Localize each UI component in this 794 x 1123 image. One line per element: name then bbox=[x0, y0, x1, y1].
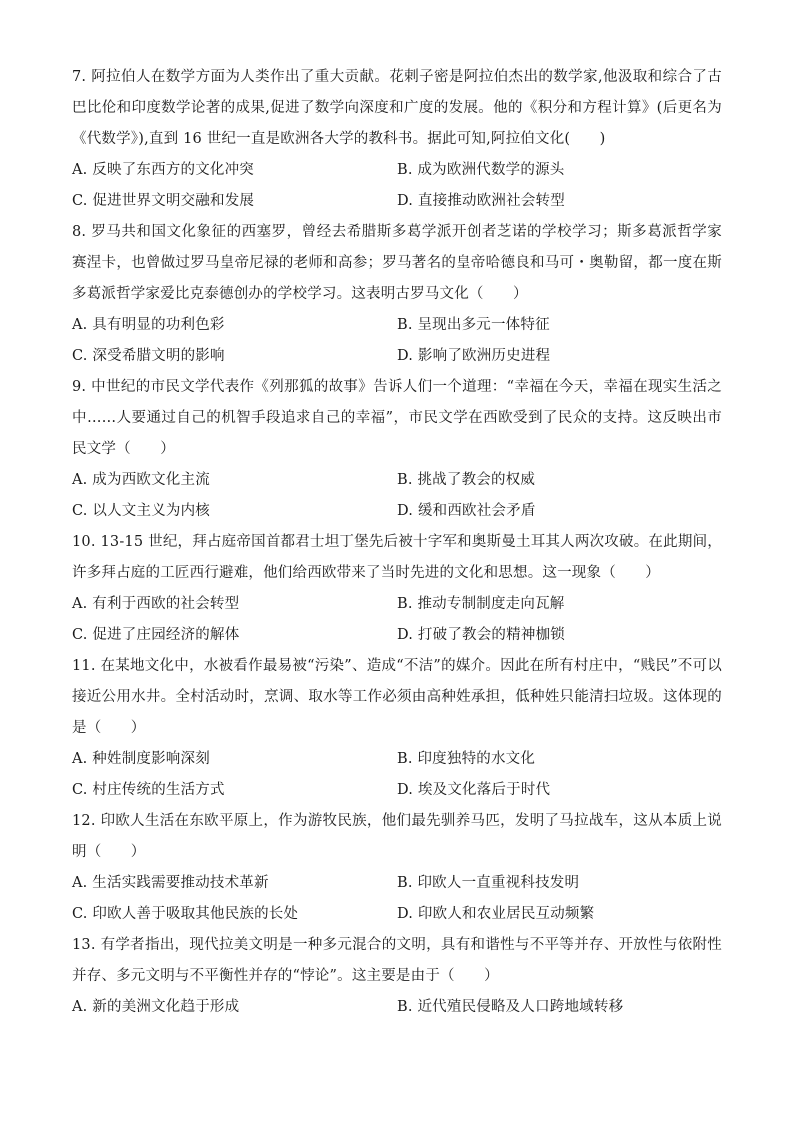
question-stem: 12. 印欧人生活在东欧平原上，作为游牧民族，他们最先驯养马匹，发明了马拉战车，这从本质上说明（ ） bbox=[72, 813, 722, 860]
question-11 bbox=[72, 651, 722, 806]
option-a: A. 生活实践需要推动技术革新 bbox=[72, 875, 269, 891]
question-13 bbox=[72, 930, 722, 1023]
option-a: A. 有利于西欧的社会转型 bbox=[72, 596, 240, 612]
option-a: A. 反映了东西方的文化冲突 bbox=[72, 162, 254, 178]
option-a: A. 种姓制度影响深刻 bbox=[72, 751, 210, 767]
option-c: C. 印欧人善于吸取其他民族的长处 bbox=[72, 906, 299, 922]
option-a: A. 具有明显的功利色彩 bbox=[72, 317, 225, 333]
question-stem: 10. 13-15 世纪，拜占庭帝国首都君士坦丁堡先后被十字军和奥斯曼土耳其人两次攻破。在此期间，许多拜占庭的工匠西行避难，他们给西欧带来了当时先进的文化和思想。这一现象（ ） bbox=[72, 534, 722, 581]
option-c: C. 促进世界文明交融和发展 bbox=[72, 193, 255, 209]
option-b: B. 挑战了教会的权威 bbox=[397, 472, 536, 488]
question-12 bbox=[72, 806, 722, 930]
option-a: A. 成为西欧文化主流 bbox=[72, 472, 210, 488]
option-group bbox=[72, 744, 722, 806]
option-d: D. 缓和西欧社会矛盾 bbox=[397, 503, 536, 519]
question-stem: 11. 在某地文化中，水被看作最易被“污染”、造成“不洁”的媒介。因此在所有村庄中，“贱民”不可以接近公用水井。全村活动时，烹调、取水等工作必须由高种姓承担，低种姓只能清扫垃圾。这体现的是（ ） bbox=[72, 658, 722, 736]
option-b: B. 推动专制制度走向瓦解 bbox=[397, 596, 565, 612]
question-list bbox=[72, 62, 722, 1023]
question-9 bbox=[72, 372, 722, 527]
option-d: D. 直接推动欧洲社会转型 bbox=[397, 193, 565, 209]
question-8 bbox=[72, 217, 722, 372]
question-stem: 8. 罗马共和国文化象征的西塞罗，曾经去希腊斯多葛学派开创者芝诺的学校学习；斯多葛派哲学家赛涅卡，也曾做过罗马皇帝尼禄的老师和高参；罗马著名的皇帝哈德良和马可・奥勒留，都一度在斯多葛派哲学家爱比克泰德创办的学校学习。这表明古罗马文化（ ） bbox=[72, 224, 722, 302]
option-b: B. 印欧人一直重视科技发明 bbox=[397, 875, 580, 891]
question-stem: 9. 中世纪的市民文学代表作《列那狐的故事》告诉人们一个道理：“幸福在今天，幸福在现实生活之中……人要通过自己的机智手段追求自己的幸福”，市民文学在西欧受到了民众的支持。这反映出市民文学（ ） bbox=[72, 379, 722, 457]
option-c: C. 以人文主义为内核 bbox=[72, 503, 210, 519]
option-d: D. 打破了教会的精神枷锁 bbox=[397, 627, 565, 643]
option-b: B. 近代殖民侵略及人口跨地域转移 bbox=[397, 999, 624, 1015]
question-stem: 7. 阿拉伯人在数学方面为人类作出了重大贡献。花剌子密是阿拉伯杰出的数学家,他汲取和综合了古巴比伦和印度数学论著的成果,促进了数学向深度和广度的发展。他的《积分和方程计算》(后更名为《代数学》),直到 16 世纪一直是欧洲各大学的教科书。据此可知,阿拉伯文化( ) bbox=[72, 69, 722, 147]
option-b: B. 印度独特的水文化 bbox=[397, 751, 536, 767]
option-group bbox=[72, 155, 722, 217]
option-a: A. 新的美洲文化趋于形成 bbox=[72, 999, 240, 1015]
option-b: B. 成为欧洲代数学的源头 bbox=[397, 162, 565, 178]
option-c: C. 深受希腊文明的影响 bbox=[72, 348, 225, 364]
option-d: D. 印欧人和农业居民互动频繁 bbox=[397, 906, 595, 922]
option-c: C. 村庄传统的生活方式 bbox=[72, 782, 225, 798]
option-d: D. 埃及文化落后于时代 bbox=[397, 782, 551, 798]
option-group bbox=[72, 992, 722, 1023]
option-group bbox=[72, 310, 722, 372]
option-group bbox=[72, 868, 722, 930]
option-group bbox=[72, 589, 722, 651]
option-group bbox=[72, 465, 722, 527]
question-10 bbox=[72, 527, 722, 651]
option-d: D. 影响了欧洲历史进程 bbox=[397, 348, 551, 364]
question-7 bbox=[72, 62, 722, 217]
question-stem: 13. 有学者指出，现代拉美文明是一种多元混合的文明，具有和谐性与不平等并存、开放性与依附性并存、多元文明与不平衡性并存的“悖论”。这主要是由于（ ） bbox=[72, 937, 722, 984]
option-c: C. 促进了庄园经济的解体 bbox=[72, 627, 240, 643]
option-b: B. 呈现出多元一体特征 bbox=[397, 317, 550, 333]
